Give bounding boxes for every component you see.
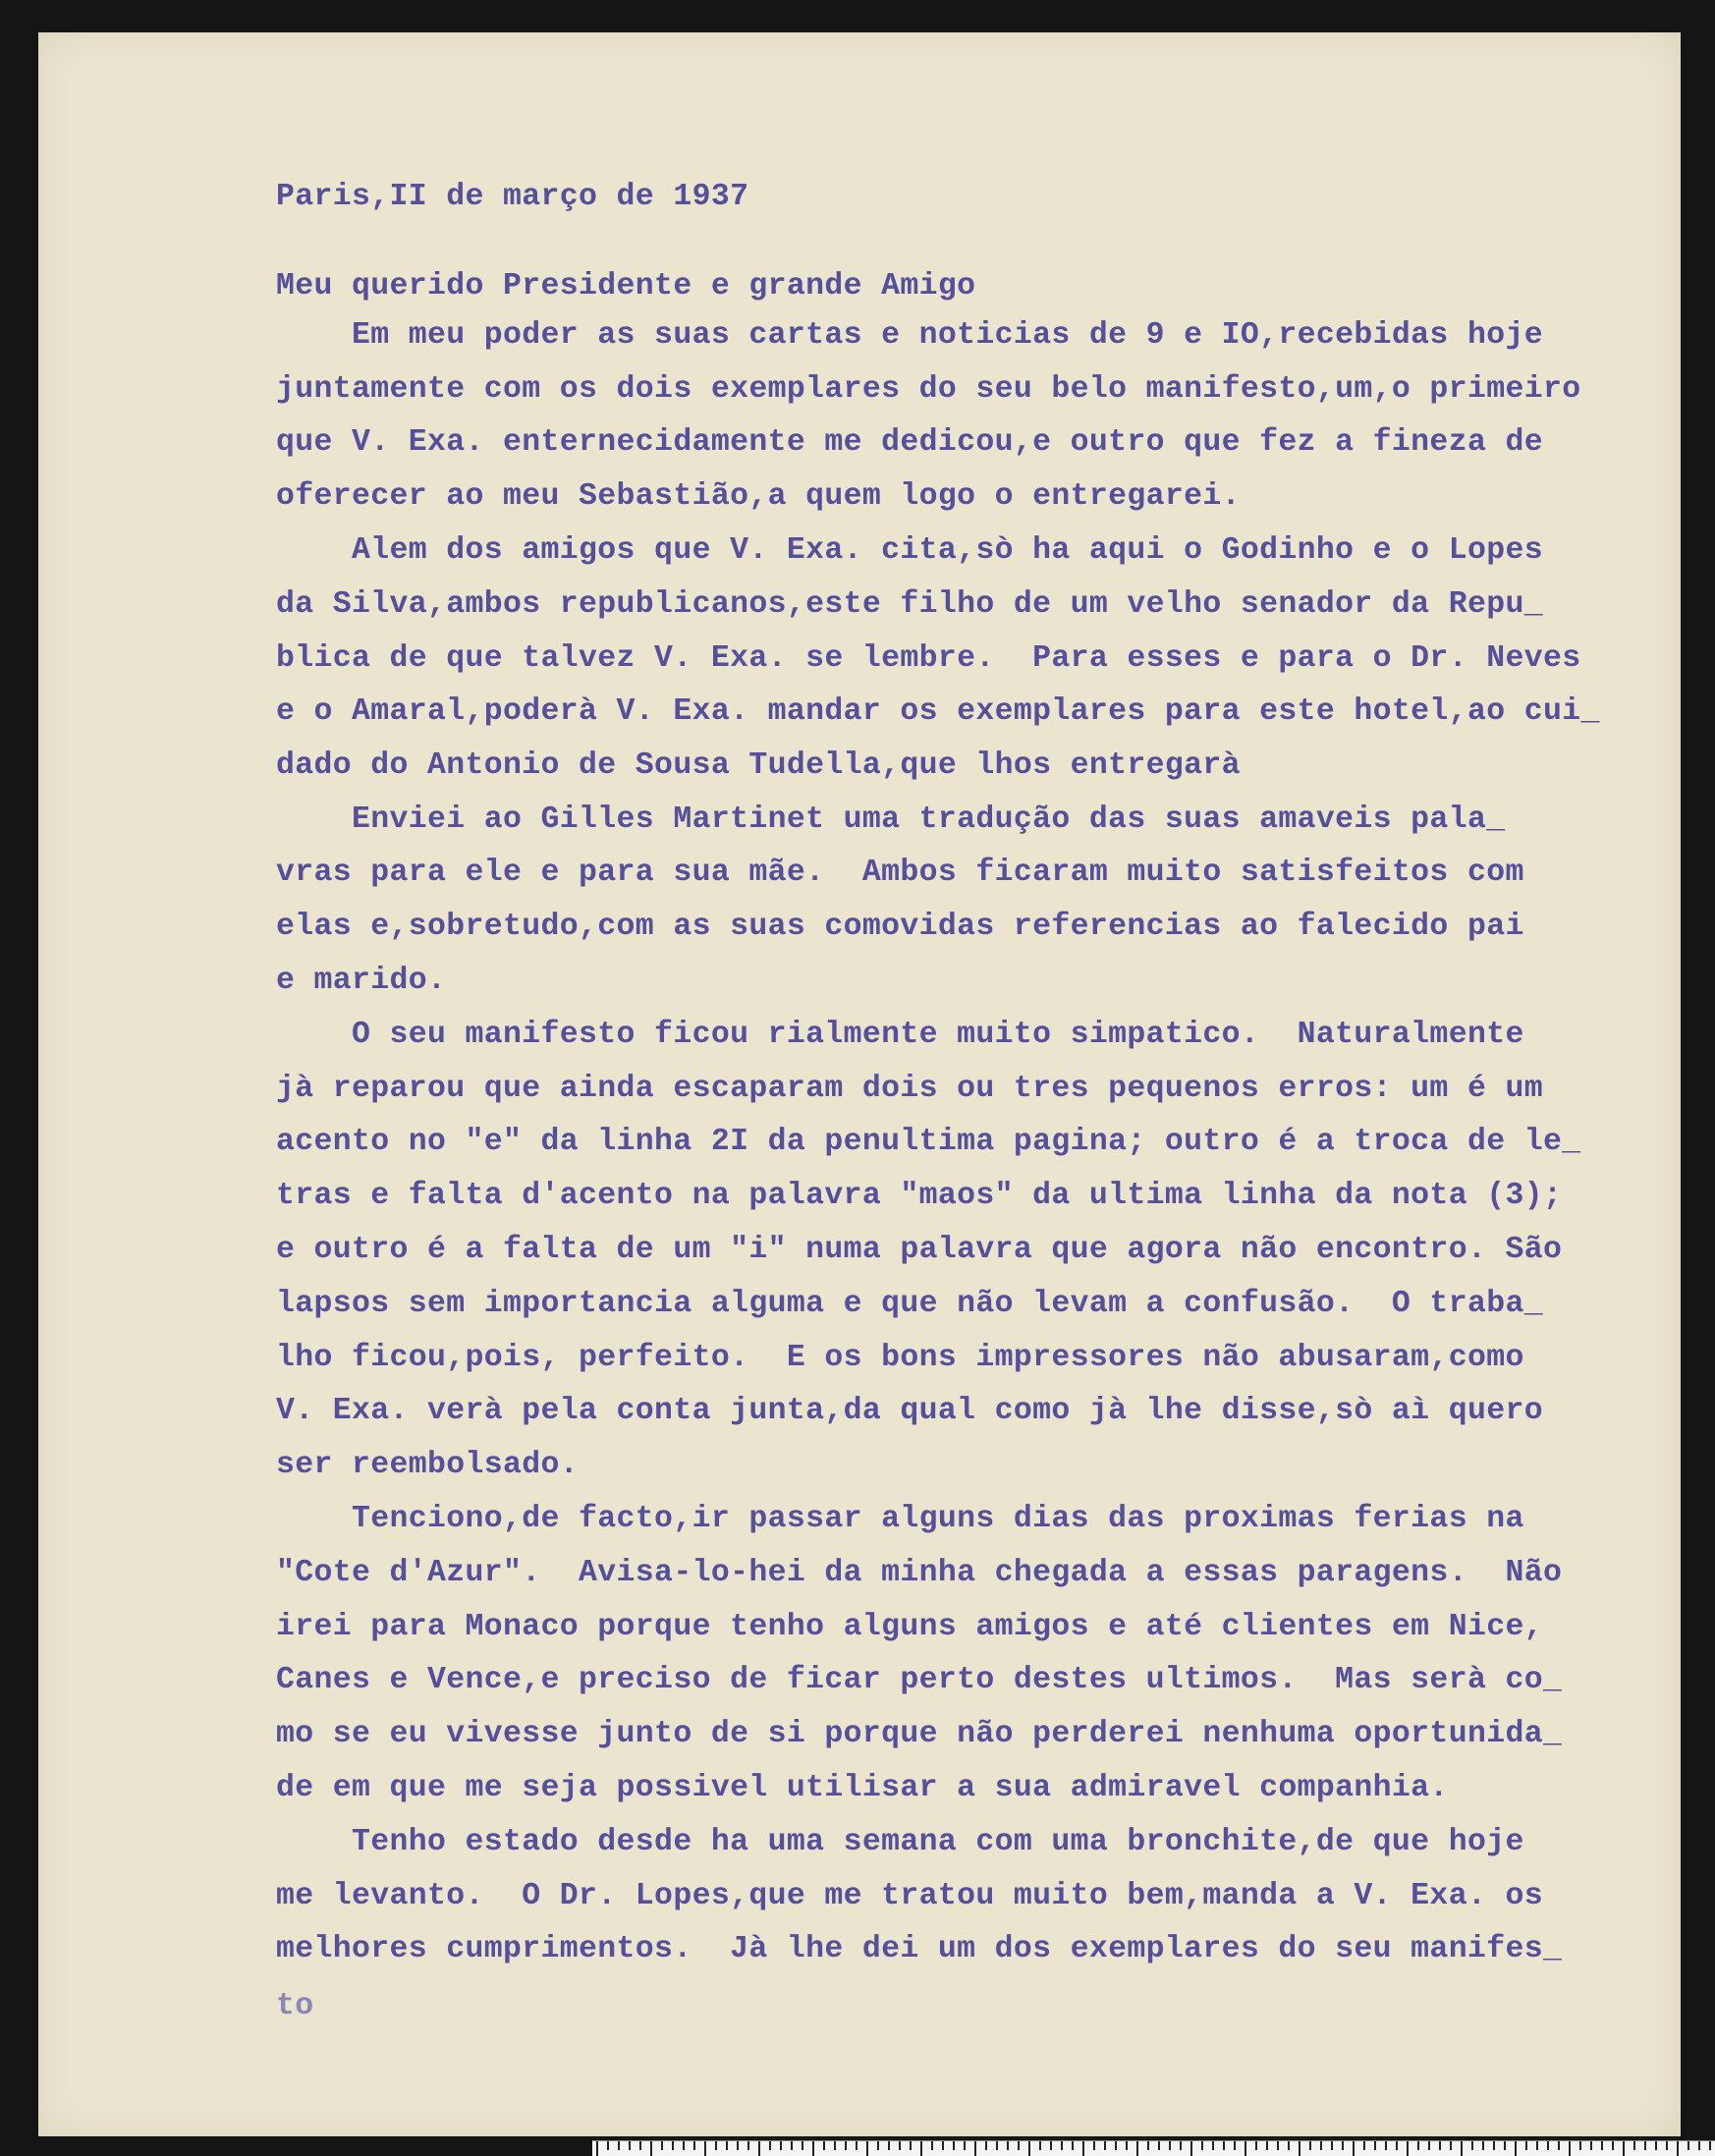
ruler-tick (1363, 2141, 1365, 2150)
body-line: e marido. (276, 964, 447, 998)
body-line: e outro é a falta de um "i" numa palavra que agora não encontro. São (276, 1233, 1563, 1267)
ruler-tick (1558, 2141, 1560, 2150)
ruler-tick (823, 2141, 825, 2150)
ruler-tick (1623, 2141, 1625, 2156)
body-line: Canes e Vence,e preciso de ficar perto destes ultimos. Mas serà co_ (276, 1663, 1563, 1697)
body-line: Tenciono,de facto,ir passar alguns dias das proximas ferias na (276, 1502, 1524, 1536)
salutation-line: Meu querido Presidente e grande Amigo (276, 269, 976, 304)
ruler-tick (1644, 2141, 1646, 2150)
body-line: O seu manifesto ficou rialmente muito simpatico. Naturalmente (276, 1018, 1524, 1052)
ruler-tick (845, 2141, 847, 2150)
scale-ruler (592, 2140, 1715, 2156)
date-line: Paris,II de março de 1937 (276, 180, 749, 214)
ruler-tick (1353, 2141, 1355, 2156)
ruler-tick (1288, 2141, 1290, 2150)
ruler-tick (715, 2141, 717, 2150)
ruler-tick (834, 2141, 836, 2150)
ruler-tick (780, 2141, 782, 2150)
ruler-tick (1417, 2141, 1419, 2150)
ruler-tick (1104, 2141, 1106, 2150)
ruler-tick (618, 2141, 620, 2150)
ruler-tick (1590, 2141, 1592, 2150)
ruler-tick (1061, 2141, 1063, 2150)
ruler-tick (812, 2141, 814, 2156)
ruler-tick (899, 2141, 901, 2150)
ruler-tick (1612, 2141, 1614, 2150)
ruler-tick (1331, 2141, 1333, 2150)
ruler-tick (1709, 2141, 1711, 2150)
ruler-tick (910, 2141, 912, 2150)
ruler-tick (704, 2141, 706, 2156)
ruler-tick (877, 2141, 879, 2150)
ruler-tick (683, 2141, 685, 2150)
body-line: V. Exa. verà pela conta junta,da qual como jà lhe disse,sò aì quero (276, 1394, 1543, 1428)
body-line: irei para Monaco porque tenho alguns amigos e até clientes em Nice, (276, 1610, 1543, 1644)
ruler-tick (791, 2141, 793, 2150)
body-line: elas e,sobretudo,com as suas comovidas referencias ao falecido pai (276, 910, 1524, 944)
ruler-tick (1407, 2141, 1409, 2156)
ruler-tick (953, 2141, 955, 2150)
ruler-tick (1655, 2141, 1657, 2150)
ruler-tick (1299, 2141, 1300, 2156)
ruler-tick (1569, 2141, 1571, 2156)
body-line: lho ficou,pois, perfeito. E os bons impressores não abusaram,como (276, 1341, 1524, 1375)
ruler-tick (1374, 2141, 1376, 2150)
body-line: to (276, 1989, 314, 2023)
ruler-tick (1601, 2141, 1603, 2150)
ruler-tick (769, 2141, 771, 2150)
body-line: me levanto. O Dr. Lopes,que me tratou muito bem,manda a V. Exa. os (276, 1879, 1543, 1913)
ruler-tick (1093, 2141, 1095, 2150)
ruler-tick (985, 2141, 987, 2150)
ruler-tick (1018, 2141, 1020, 2150)
ruler-tick (1439, 2141, 1441, 2150)
ruler-tick (1450, 2141, 1452, 2150)
ruler-tick (726, 2141, 728, 2150)
ruler-tick (1515, 2141, 1517, 2156)
ruler-tick (1039, 2141, 1041, 2150)
ruler-tick (1698, 2141, 1700, 2150)
ruler-tick (596, 2141, 598, 2156)
ruler-tick (802, 2141, 803, 2150)
ruler-tick (942, 2141, 944, 2150)
ruler-tick (856, 2141, 858, 2150)
body-line: e o Amaral,poderà V. Exa. mandar os exemplares para este hotel,ao cui_ (276, 694, 1600, 729)
ruler-tick (1504, 2141, 1506, 2150)
body-line: que V. Exa. enternecidamente me dedicou,e outro que fez a fineza de (276, 425, 1543, 460)
ruler-tick (1677, 2141, 1679, 2156)
ruler-tick (747, 2141, 749, 2150)
ruler-tick (1428, 2141, 1430, 2150)
ruler-tick (629, 2141, 631, 2150)
ruler-tick (1245, 2141, 1246, 2156)
ruler-tick (1169, 2141, 1171, 2150)
ruler-tick (1309, 2141, 1311, 2150)
ruler-tick (672, 2141, 674, 2150)
ruler-tick (650, 2141, 652, 2156)
ruler-tick (1385, 2141, 1387, 2150)
ruler-tick (1536, 2141, 1538, 2150)
ruler-tick (1158, 2141, 1160, 2150)
ruler-tick (1687, 2141, 1689, 2150)
body-line: ser reembolsado. (276, 1448, 580, 1482)
ruler-tick (639, 2141, 641, 2150)
ruler-tick (1136, 2141, 1138, 2156)
ruler-tick (758, 2141, 760, 2156)
ruler-tick (1266, 2141, 1268, 2150)
ruler-tick (974, 2141, 976, 2156)
body-line: juntamente com os dois exemplares do seu belo manifesto,um,o primeiro (276, 372, 1581, 407)
body-line: jà reparou que ainda escaparam dois ou tres pequenos erros: um é um (276, 1072, 1543, 1106)
ruler-tick (1461, 2141, 1463, 2156)
ruler-tick (1525, 2141, 1527, 2150)
body-line: de em que me seja possivel utilisar a sua admiravel companhia. (276, 1771, 1449, 1805)
body-line: acento no "e" da linha 2I da penultima pagina; outro é a troca de le_ (276, 1125, 1581, 1159)
ruler-tick (964, 2141, 966, 2150)
body-line: Alem dos amigos que V. Exa. cita,sò ha aqui o Godinho e o Lopes (276, 533, 1543, 568)
ruler-tick (931, 2141, 933, 2150)
ruler-tick (1007, 2141, 1009, 2150)
ruler-tick (1050, 2141, 1052, 2150)
body-line: Enviei ao Gilles Martinet uma tradução das suas amaveis pala_ (276, 802, 1506, 837)
ruler-tick (661, 2141, 663, 2150)
ruler-tick (1396, 2141, 1398, 2150)
ruler-tick (1277, 2141, 1279, 2150)
ruler-tick (1342, 2141, 1344, 2150)
body-line: melhores cumprimentos. Jà lhe dei um dos exemplares do seu manifes_ (276, 1932, 1563, 1966)
ruler-tick (1493, 2141, 1495, 2150)
body-line: lapsos sem importancia alguma e que não levam a confusão. O traba_ (276, 1287, 1543, 1321)
ruler-tick (888, 2141, 890, 2150)
ruler-tick (1547, 2141, 1549, 2150)
ruler-tick (1180, 2141, 1182, 2150)
ruler-tick (1072, 2141, 1074, 2150)
body-line: Tenho estado desde ha uma semana com uma bronchite,de que hoje (276, 1825, 1524, 1859)
ruler-tick (737, 2141, 739, 2150)
ruler-tick (866, 2141, 868, 2156)
ruler-tick (1190, 2141, 1192, 2156)
ruler-tick (920, 2141, 922, 2156)
ruler-tick (1579, 2141, 1581, 2150)
body-line: vras para ele e para sua mãe. Ambos ficaram muito satisfeitos com (276, 856, 1524, 890)
ruler-tick (1147, 2141, 1149, 2150)
ruler-tick (1126, 2141, 1128, 2150)
ruler-tick (1234, 2141, 1236, 2150)
ruler-tick (1115, 2141, 1117, 2150)
body-line: Em meu poder as suas cartas e noticias de 9 e IO,recebidas hoje (276, 318, 1543, 353)
ruler-tick (1633, 2141, 1635, 2150)
ruler-tick (607, 2141, 609, 2150)
ruler-tick (1482, 2141, 1484, 2150)
body-line: "Cote d'Azur". Avisa-lo-hei da minha chegada a essas paragens. Não (276, 1556, 1563, 1590)
ruler-tick (1320, 2141, 1322, 2150)
ruler-tick (1212, 2141, 1214, 2150)
ruler-tick (1223, 2141, 1225, 2150)
body-line: da Silva,ambos republicanos,este filho de um velho senador da Repu_ (276, 587, 1543, 622)
ruler-tick (1028, 2141, 1030, 2156)
ruler-tick (1201, 2141, 1203, 2150)
body-line: mo se eu vivesse junto de si porque não perderei nenhuma oportunida_ (276, 1717, 1563, 1751)
ruler-tick (996, 2141, 998, 2150)
ruler-tick (1255, 2141, 1257, 2150)
body-line: dado do Antonio de Sousa Tudella,que lhos entregarà (276, 748, 1241, 783)
ruler-tick (1666, 2141, 1668, 2150)
body-line: blica de que talvez V. Exa. se lembre. Para esses e para o Dr. Neves (276, 641, 1581, 676)
ruler-tick (1082, 2141, 1084, 2156)
ruler-tick (1471, 2141, 1473, 2150)
body-line: tras e falta d'acento na palavra "maos" da ultima linha da nota (3); (276, 1179, 1563, 1213)
ruler-tick (693, 2141, 695, 2150)
body-line: oferecer ao meu Sebastião,a quem logo o entregarei. (276, 479, 1241, 514)
